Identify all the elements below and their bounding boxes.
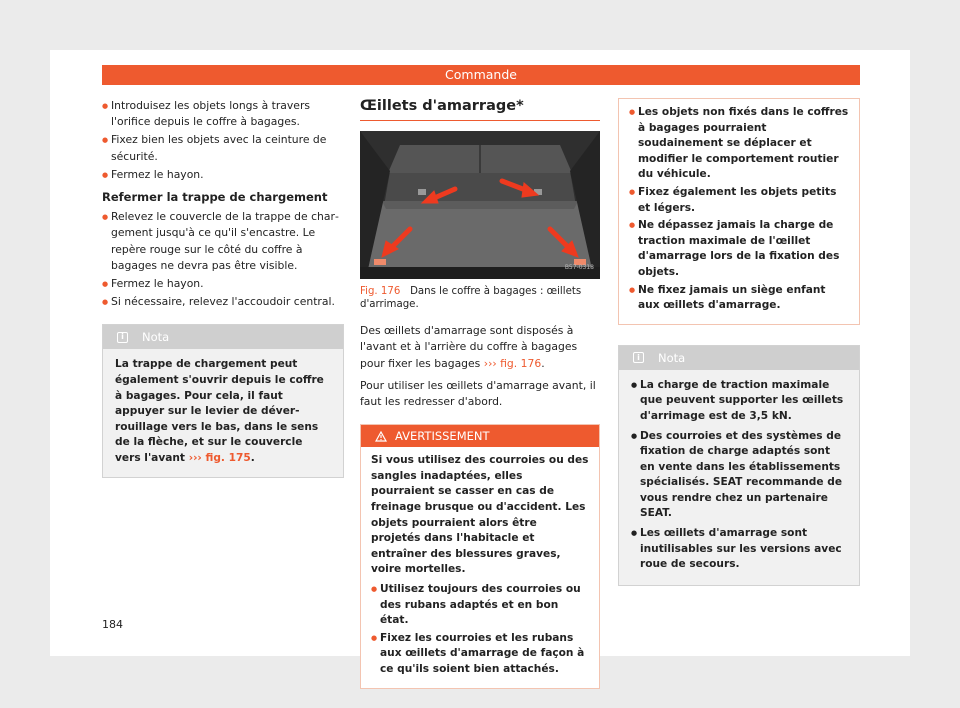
list-item: ● Introduisez les objets longs à travers l'orifice depuis le coffre à bagages.: [102, 98, 344, 130]
column-left: [102, 98, 344, 478]
list-item: ● Fixez les courroies et les rubans aux œillets d'amarrage de façon à ce qu'ils soient bien attachés.: [371, 631, 589, 678]
note-box: [102, 324, 344, 477]
list-item: ● La charge de traction maximale que peuvent supporter les œillets d'arrimage est de 3,5 kN.: [631, 378, 847, 425]
warning-box: [360, 424, 600, 688]
note-header: [103, 325, 343, 349]
page-number: 184: [102, 618, 123, 631]
list-item: ● Ne fixez jamais un siège enfant aux œillets d'amarrage.: [629, 283, 849, 314]
note-text: La trappe de chargement peut également s'ouvrir depuis le coffre à bagages. Pour cela, il faut appuyer sur le levier de déverrouillage vers le bas, dans le sens de la flèche, et sur le couvercle vers l'avant: [115, 358, 324, 464]
list-item: ● Fermez le hayon.: [102, 167, 344, 183]
note-title: Nota: [658, 350, 686, 365]
warning-triangle-icon: [375, 431, 387, 442]
figure-reference-link[interactable]: ››› fig. 175: [188, 452, 251, 464]
figure-caption-text: Dans le coffre à bagages : œillets d'arrimage.: [360, 286, 582, 311]
figure-code: B57-0318: [564, 264, 594, 271]
column-middle: [360, 98, 600, 689]
list-item: ● Les œillets d'amarrage sont inutilisables sur les versions avec roue de secours.: [631, 526, 847, 573]
warning-body: [619, 99, 859, 324]
trunk-illustration: [360, 131, 600, 279]
warning-body: [361, 447, 599, 687]
list-item: ● Fixez également les objets petits et légers.: [629, 185, 849, 216]
figure-reference-link[interactable]: ››› fig. 176: [483, 356, 542, 370]
warning-text: Si vous utilisez des courroies ou des sangles inadaptées, elles pourraient se casser en cas de freinage brusque ou d'accident. Les objets pourraient alors être projetés dans l'habitacle et entraîner des blessures graves, voire mortelles.: [371, 454, 589, 576]
page-header: Commande: [102, 65, 860, 85]
warning-title: AVERTISSEMENT: [395, 429, 490, 444]
list-item: ● Relevez le couvercle de la trappe de chargement jusqu'à ce qu'il s'encastre. Le repère rouge sur le côté du coffre à bagages ne devra pas être visible.: [102, 209, 344, 274]
list-item: ● Les objets non fixés dans le coffres à bagages pourraient soudainement se déplacer et modifier le comportement routier du véhicule.: [629, 105, 849, 183]
note-header: [619, 346, 859, 370]
figure-label: Fig. 176: [360, 286, 401, 298]
paragraph-end: .: [541, 356, 545, 370]
list-item: ● Ne dépassez jamais la charge de traction maximale de l'œillet d'amarrage lors de la fixation des objets.: [629, 218, 849, 280]
info-icon: i: [117, 332, 128, 343]
list-item: ● Utilisez toujours des courroies ou des rubans adaptés et en bon état.: [371, 582, 589, 629]
warning-box-continued: [618, 98, 860, 325]
paragraph-text: Des œillets d'amarrage sont disposés à l'avant et à l'arrière du coffre à bagages pour fixer les bagages: [360, 324, 578, 370]
paragraph: [360, 323, 600, 372]
list-item: ● Des courroies et des systèmes de fixation de charge adaptés sont en vente dans les établissements spécialisés. SEAT recommande de vous rendre chez un partenaire SEAT.: [631, 429, 847, 523]
note-body: [103, 349, 343, 476]
subheading: Refermer la trappe de chargement: [102, 190, 328, 205]
list-item: ● Fermez le hayon.: [102, 276, 344, 292]
figure-caption: [360, 285, 600, 311]
info-icon: i: [633, 352, 644, 363]
list-item: ● Fixez bien les objets avec la ceinture de sécurité.: [102, 132, 344, 164]
list-item: ● Si nécessaire, relevez l'accoudoir central.: [102, 294, 344, 310]
column-right: [618, 98, 860, 586]
warning-header: [361, 425, 599, 447]
note-box: [618, 345, 860, 586]
note-body: [619, 370, 859, 585]
note-title: Nota: [142, 330, 170, 345]
section-title: Œillets d'amarrage*: [360, 98, 600, 121]
paragraph: Pour utiliser les œillets d'amarrage avant, il faut les redresser d'abord.: [360, 378, 596, 409]
trunk-figure: [360, 131, 600, 279]
note-end: .: [250, 452, 255, 464]
